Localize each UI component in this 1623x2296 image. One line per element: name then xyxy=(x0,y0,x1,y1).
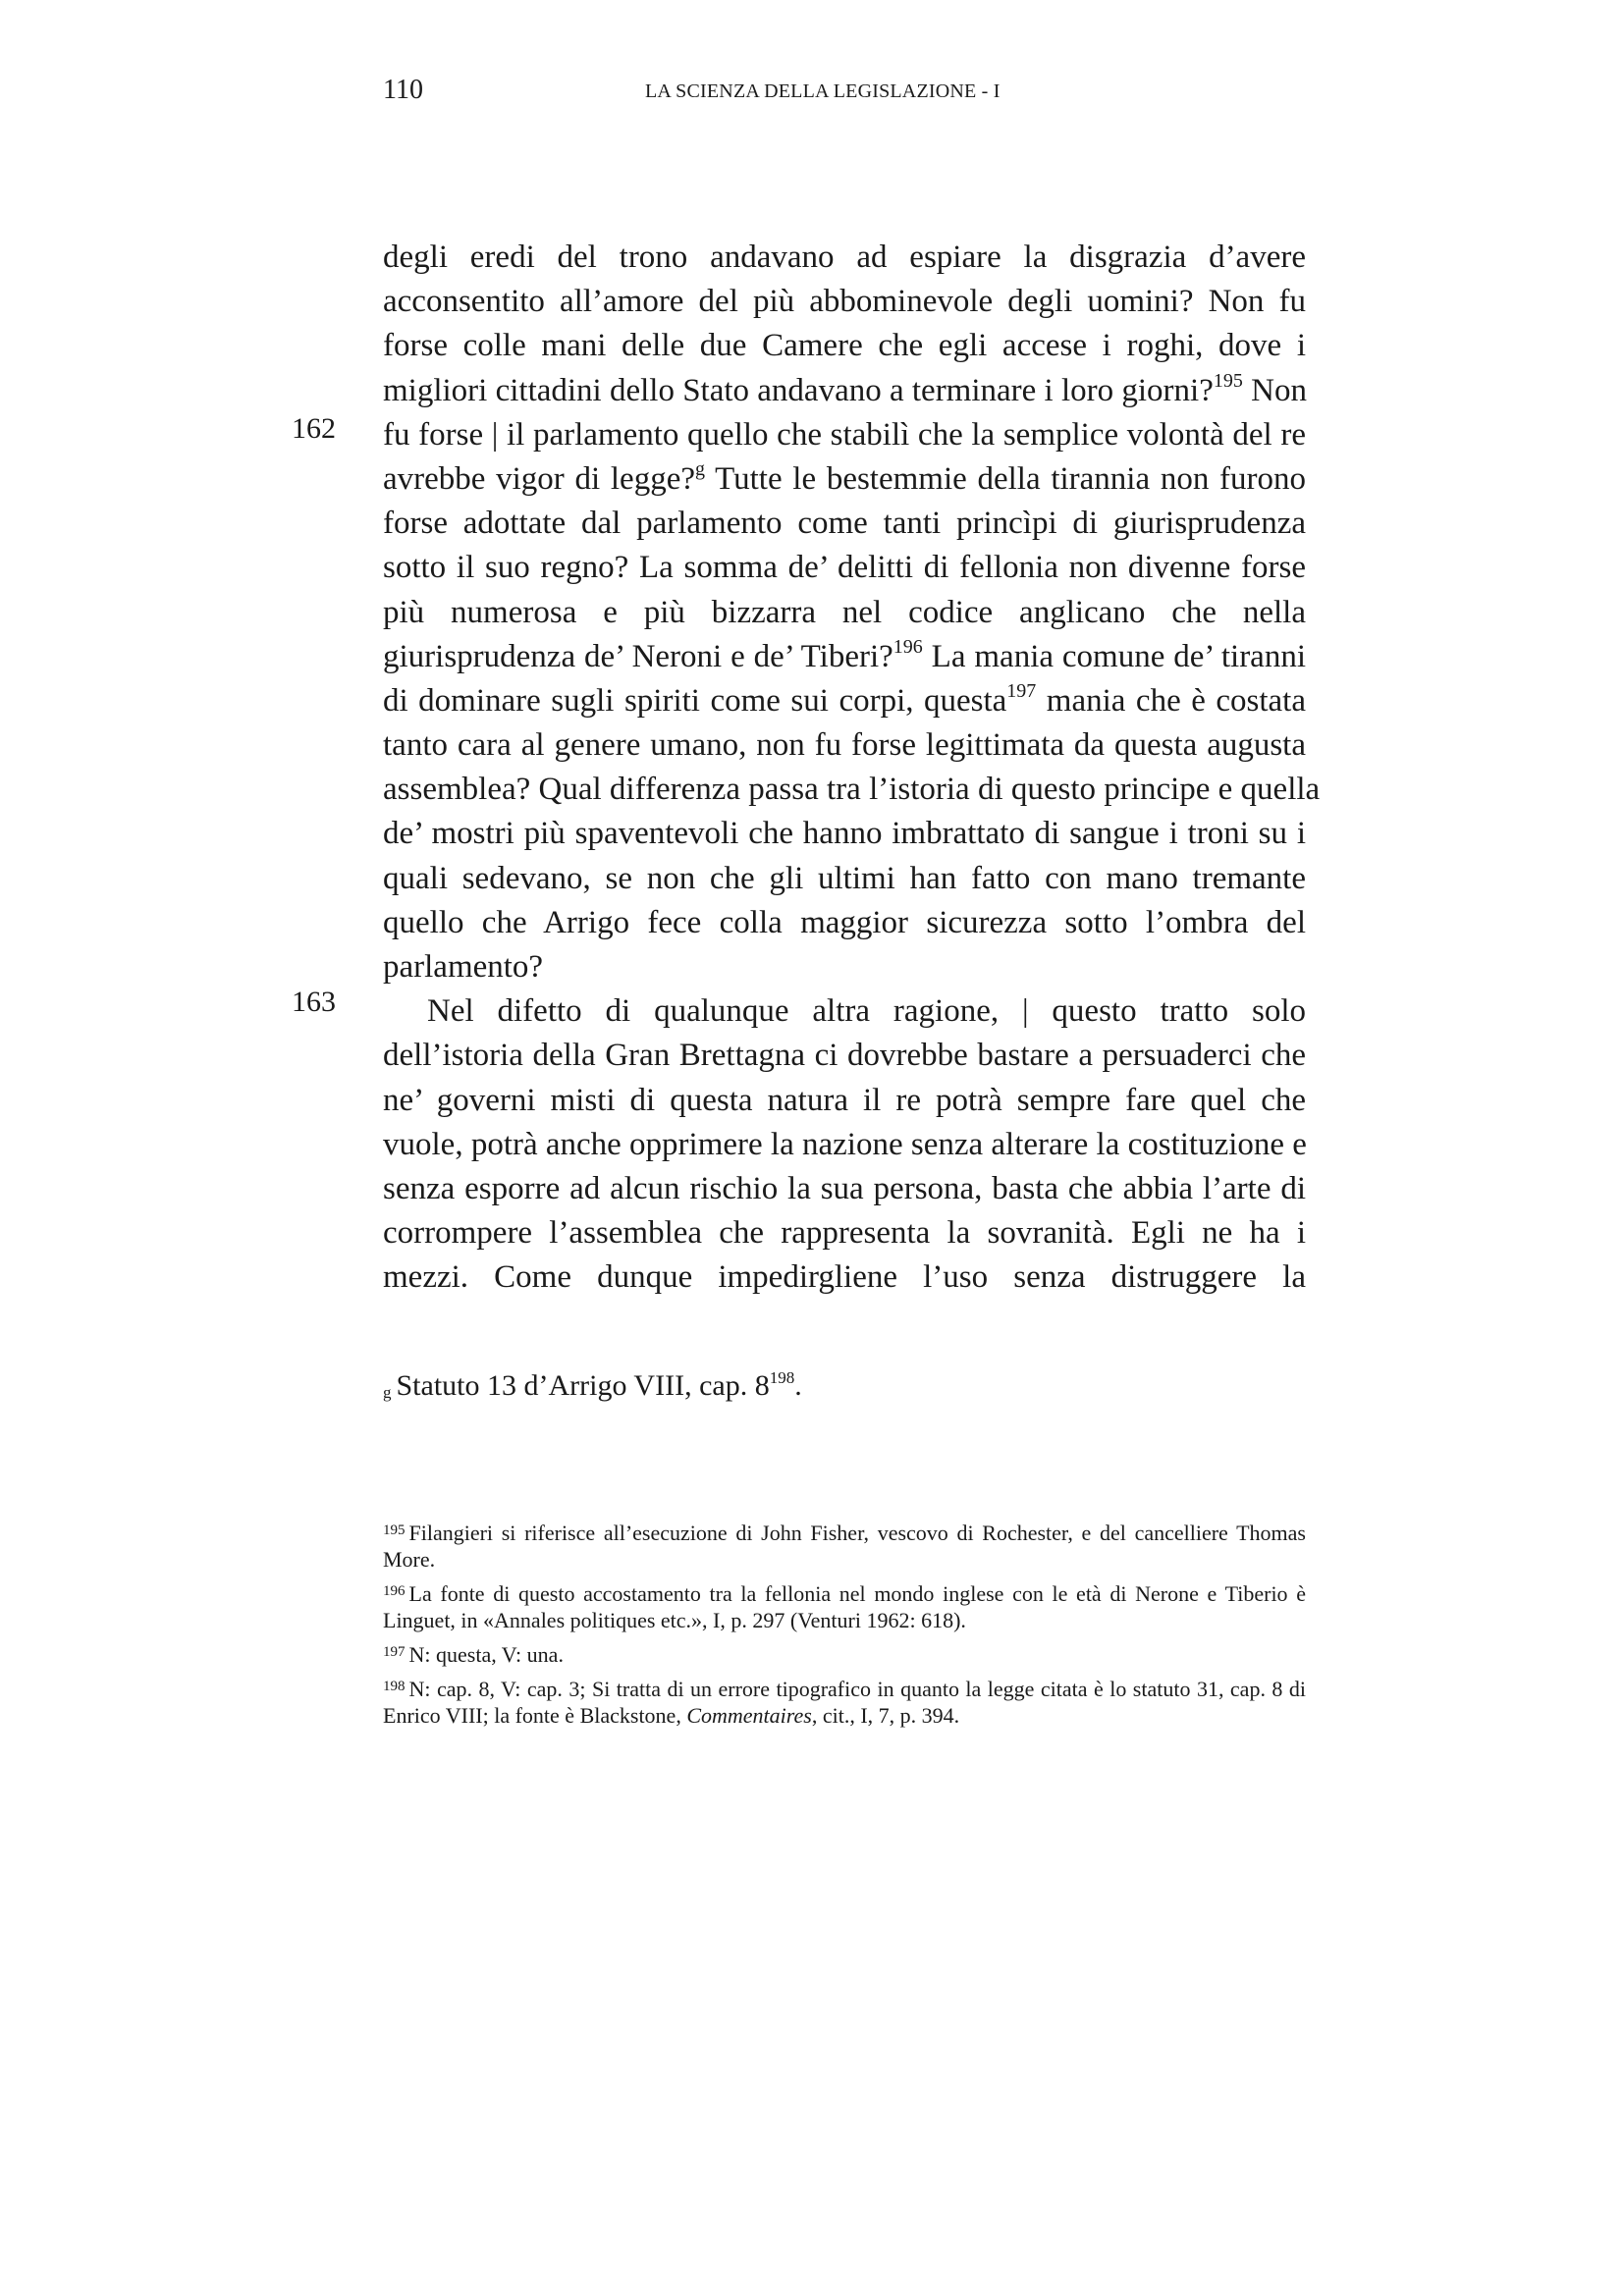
text-line: parlamento? xyxy=(383,949,544,985)
text-line: vuole, potrà anche opprimere la nazione senza alterare la costituzione e xyxy=(383,1126,1307,1162)
text-line xyxy=(383,457,1306,502)
footnote-number: 195 xyxy=(383,1522,406,1538)
footnote-number: 196 xyxy=(383,1583,406,1599)
text-fragment: La mania comune de’ tiranni xyxy=(922,638,1306,674)
text-line: quello che Arrigo fece colla maggior sicurezza sotto l’ombra del xyxy=(383,904,1306,940)
footnote-ref-197: 197 xyxy=(1006,679,1037,702)
page-number: 110 xyxy=(383,75,423,105)
margin-number-162: 162 xyxy=(292,412,336,445)
footnote-italic-title: Commentaires xyxy=(686,1703,812,1728)
footnote-text: , cit., I, 7, p. 394. xyxy=(811,1703,960,1728)
text-line xyxy=(383,679,1306,723)
text-line: ne’ governi misti di questa natura il re potrà sempre fare quel che xyxy=(383,1082,1306,1118)
footnote-text: La fonte di questo accostamento tra la fellonia nel mondo inglese con le età di Nerone e Tiberio è Linguet, in «Annales politiques etc.», I, p. 297 (Venturi 1962: 618). xyxy=(383,1581,1306,1632)
text-line: quali sedevano, se non che gli ultimi han fatto con mano tremante xyxy=(383,860,1306,896)
text-line: senza esporre ad alcun rischio la sua persona, basta che abbia l’arte di xyxy=(383,1170,1306,1206)
note-end: . xyxy=(794,1369,802,1402)
text-fragment: di dominare sugli spiriti come sui corpi, questa xyxy=(383,682,1007,719)
text-line: acconsentito all’amore del più abbominevole degli uomini? Non fu xyxy=(383,284,1306,320)
note-ref-g: g xyxy=(695,457,705,480)
text-line xyxy=(383,635,1306,679)
text-line: assemblea? Qual differenza passa tra l’istoria di questo principe e quella xyxy=(383,772,1321,808)
text-line: più numerosa e più bizzarra nel codice anglicano che nella xyxy=(383,594,1306,630)
page-header xyxy=(383,75,1306,114)
footnote-text: N: cap. 8, V: cap. 3; Si tratta di un errore tipografico in quanto la legge citata è lo statuto 31, cap. 8 di Enrico VIII; la fonte è Blackstone, xyxy=(383,1677,1306,1728)
footnote-text: N: questa, V: una. xyxy=(408,1642,564,1667)
text-fragment: Tutte le bestemmie della tirannia non furono xyxy=(705,460,1306,497)
footnote-198 xyxy=(383,1674,1306,1729)
note-mark: g xyxy=(383,1383,392,1402)
running-title: LA SCIENZA DELLA LEGISLAZIONE - I xyxy=(645,80,1001,102)
text-line: sotto il suo regno? La somma de’ delitti di fellonia non divenne forse xyxy=(383,550,1306,586)
text-line xyxy=(383,369,1306,413)
text-line: degli eredi del trono andavano ad espiare la disgrazia d’avere xyxy=(383,240,1306,275)
footnote-number: 198 xyxy=(383,1679,406,1694)
footnote-197 xyxy=(383,1639,1306,1668)
footnote-196 xyxy=(383,1578,1306,1633)
footnote-ref-196: 196 xyxy=(893,635,923,658)
text-fragment: Non xyxy=(1242,372,1307,408)
footnote-ref-195: 195 xyxy=(1213,369,1243,392)
text-line: forse colle mani delle due Camere che egli accese i roghi, dove i xyxy=(383,328,1306,364)
text-line: fu forse | il parlamento quello che stabilì che la semplice volontà del re xyxy=(383,416,1306,453)
text-line: forse adottate dal parlamento come tanti princìpi di giurisprudenza xyxy=(383,506,1306,542)
footnote-text: Filangieri si riferisce all’esecuzione di John Fisher, vescovo di Rochester, e del cancelliere Thomas More. xyxy=(383,1521,1306,1572)
text-line: de’ mostri più spaventevoli che hanno imbrattato di sangue i troni su i xyxy=(383,816,1306,852)
main-text xyxy=(383,236,1321,1301)
text-line: dell’istoria della Gran Brettagna ci dovrebbe bastare a persuaderci che xyxy=(383,1038,1306,1074)
footnote-195 xyxy=(383,1518,1306,1573)
text-line: Nel difetto di qualunque altra ragione, | questo tratto solo xyxy=(427,993,1306,1030)
footnotes xyxy=(383,1518,1306,1735)
footnote-ref-198: 198 xyxy=(769,1368,795,1387)
text-fragment: giurisprudenza de’ Neroni e de’ Tiberi? xyxy=(383,638,893,674)
text-line: corrompere l’assemblea che rappresenta la sovranità. Egli ne ha i xyxy=(383,1215,1306,1252)
text-line: tanto cara al genere umano, non fu forse legittimata da questa augusta xyxy=(383,727,1306,764)
note-text: Statuto 13 d’Arrigo VIII, cap. 8 xyxy=(396,1369,770,1402)
original-note-g xyxy=(383,1369,802,1403)
text-fragment: mania che è costata xyxy=(1036,682,1306,719)
text-fragment: migliori cittadini dello Stato andavano a terminare i loro giorni? xyxy=(383,372,1214,408)
margin-number-163: 163 xyxy=(292,986,336,1018)
footnote-number: 197 xyxy=(383,1644,406,1660)
text-line: mezzi. Come dunque impedirgliene l’uso senza distruggere la xyxy=(383,1259,1306,1296)
text-fragment: avrebbe vigor di legge? xyxy=(383,460,695,497)
